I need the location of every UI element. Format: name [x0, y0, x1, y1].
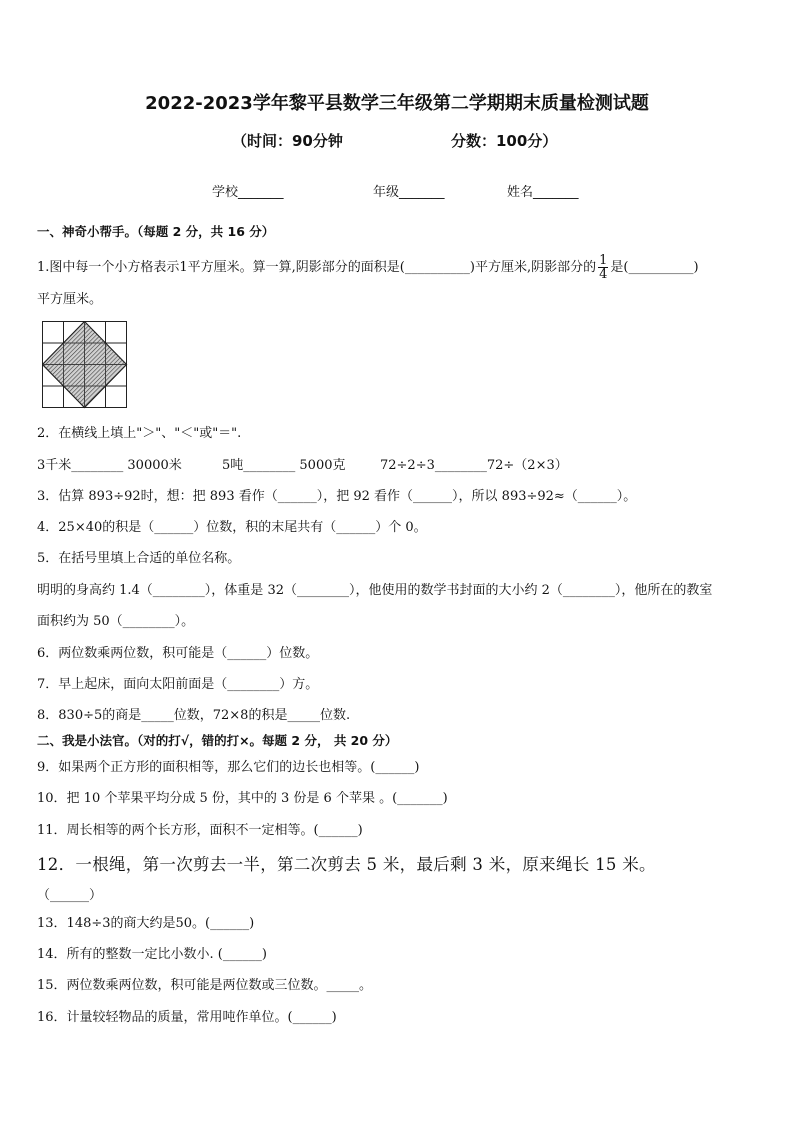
question-7: 7．早上起床，面向太阳前面是（________）方。 — [37, 677, 319, 692]
q5-line-1: 明明的身高约 1.4（________），体重是 32（________），他使用的数学书封面的大小约 2（________），他所在的教室 — [37, 583, 713, 598]
question-6: 6．两位数乘两位数，积可能是（______）位数。 — [37, 646, 319, 661]
school-field: 学校_______ — [212, 185, 284, 200]
question-3: 3．估算 893÷92时，想：把 893 看作（______），把 92 看作（______），所以 893÷92≈（______）。 — [37, 489, 637, 504]
grade-field: 年级_______ — [373, 185, 445, 200]
page-title: 2022-2023学年黎平县数学三年级第二学期期末质量检测试题 — [145, 93, 649, 114]
fraction-denominator: 4 — [599, 267, 608, 282]
q1-line2: 平方厘米。 — [37, 292, 103, 307]
question-9: 9．如果两个正方形的面积相等，那么它们的边长也相等。(______) — [37, 760, 420, 775]
question-11: 11．周长相等的两个长方形，面积不一定相等。(______) — [37, 823, 363, 838]
fraction-numerator: 1 — [599, 253, 608, 268]
exam-time: （时间：90分钟 — [232, 132, 343, 150]
question-1 — [37, 254, 699, 281]
q1-text-part2: 是(__________) — [610, 260, 699, 275]
question-14: 14．所有的整数一定比小数小. (______) — [37, 947, 267, 962]
q2-item-2: 5吨________ 5000克 — [222, 458, 346, 473]
q2-item-3: 72÷2÷3________72÷（2×3） — [380, 458, 568, 473]
shaded-diamond-tint — [43, 322, 127, 408]
section-1-heading: 一、神奇小帮手。（每题 2 分，共 16 分） — [37, 224, 275, 239]
grid-figure — [42, 321, 128, 409]
one-quarter-fraction — [598, 254, 608, 281]
question-4: 4．25×40的积是（______）位数，积的末尾共有（______）个 0。 — [37, 520, 427, 535]
q1-text-part1: 1.图中每一个小方格表示1平方厘米。算一算,阴影部分的面积是(__________)平方厘米,阴影部分的 — [37, 260, 597, 275]
q12-line-2: （______） — [37, 888, 103, 903]
section-2-heading: 二、我是小法官。（对的打√，错的打×。每题 2 分， 共 20 分） — [37, 733, 398, 748]
question-5: 5．在括号里填上合适的单位名称。 — [37, 551, 241, 566]
question-13: 13．148÷3的商大约是50。(______) — [37, 916, 255, 931]
q2-item-1: 3千米________ 30000米 — [37, 458, 182, 473]
question-16: 16．计量较轻物品的质量，常用吨作单位。(______) — [37, 1010, 337, 1025]
q5-line-2: 面积约为 50（________）。 — [37, 614, 195, 629]
question-8: 8．830÷5的商是_____位数，72×8的积是_____位数. — [37, 708, 351, 723]
exam-score: 分数：100分） — [451, 132, 558, 150]
question-2: 2．在横线上填上"＞"、"＜"或"＝". — [37, 426, 242, 441]
question-10: 10．把 10 个苹果平均分成 5 份，其中的 3 份是 6 个苹果 。(_______) — [37, 791, 448, 806]
question-15: 15．两位数乘两位数，积可能是两位数或三位数。_____。 — [37, 978, 373, 993]
question-12: 12．一根绳，第一次剪去一半，第二次剪去 5 米，最后剩 3 米，原来绳长 15 米。 — [37, 855, 656, 874]
name-field: 姓名_______ — [507, 185, 579, 200]
